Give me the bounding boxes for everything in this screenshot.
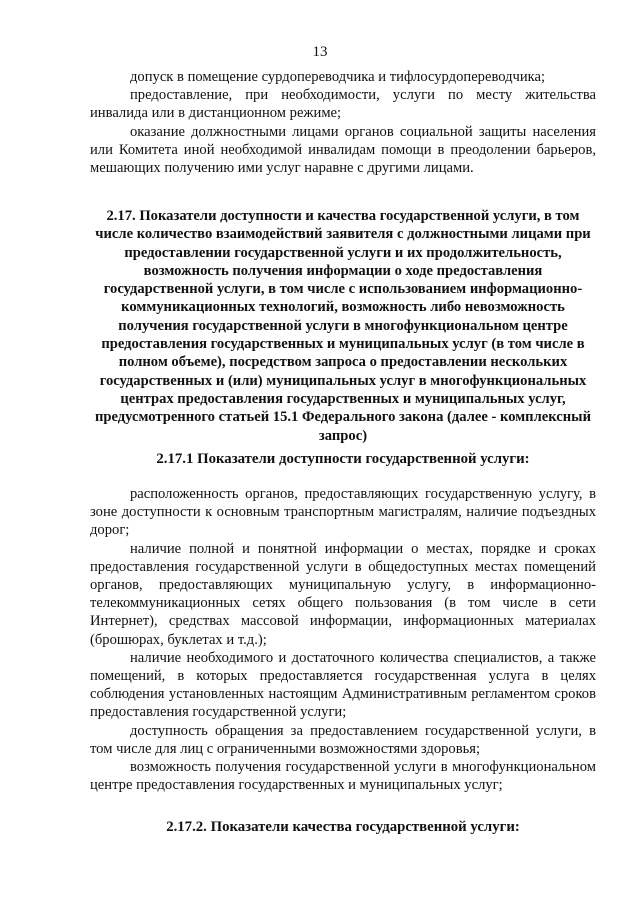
subsection-2-heading: 2.17.2. Показатели качества государственной услуги: xyxy=(166,819,520,835)
subsection-heading-block xyxy=(90,818,596,836)
subsection-1-heading: 2.17.1 Показатели доступности государственной услуги: xyxy=(156,451,530,467)
section-heading: 2.17. Показатели доступности и качества государственной услуги, в том числе количество взаимодействий заявителя с должностными лицами при предоставлении государственной услуги и их продолжительность, возможность получения информации о ходе предоставления государственной услуги, в том числе с использованием информационно-коммуникационных технологий, возможность либо невозможность получения государственной услуги в многофункциональном центре предоставления государственных и муниципальных услуг (в том числе в полном объеме), посредством запроса о предоставлении нескольких государственных и (или) муниципальных услуг в многофункциональных центрах предоставления государственных и муниципальных услуг, предусмотренного статьей 15.1 Федерального закона (далее - комплексный запрос) xyxy=(94,208,591,444)
subsection-1-paragraphs xyxy=(90,485,596,794)
paragraph: допуск в помещение сурдопереводчика и тифлосурдопереводчика; xyxy=(130,69,546,85)
paragraph: оказание должностными лицами органов социальной защиты населения или Комитета иной необходимой инвалидам помощи в преодолении барьеров, мешающих получению ими услуг наравне с другими лицами. xyxy=(90,123,596,177)
page-number: 13 xyxy=(312,44,328,60)
subsection-heading-block xyxy=(90,450,596,468)
paragraph: предоставление, при необходимости, услуги по месту жительства инвалида или в дистанционном режиме; xyxy=(90,87,596,122)
paragraph: доступность обращения за предоставлением государственной услуги, в том числе для лиц с ограниченными возможностями здоровья; xyxy=(90,722,596,757)
paragraph: наличие необходимого и достаточного количества специалистов, а также помещений, в которых предоставляется государственная услуга в целях соблюдения установленных настоящим Административным регламентом сроков предоставления государственной услуги; xyxy=(90,649,596,721)
paragraph: наличие полной и понятной информации о местах, порядке и сроках предоставления государственной услуги в общедоступных местах помещений органов, предоставляющих муниципальную услугу, в информационно-телекоммуникационных сетях общего пользования (в том числе в сети Интернет), средствах массовой информации, информационных материалах (брошюрах, буклетах и т.д.); xyxy=(90,540,596,648)
intro-paragraphs xyxy=(90,68,596,177)
section-heading-block xyxy=(90,207,596,445)
paragraph: расположенность органов, предоставляющих государственную услугу, в зоне доступности к основным транспортным магистралям, наличие подъездных дорог; xyxy=(90,486,596,539)
paragraph: возможность получения государственной услуги в многофункциональном центре предоставления государственных и муниципальных услуг; xyxy=(90,759,596,794)
